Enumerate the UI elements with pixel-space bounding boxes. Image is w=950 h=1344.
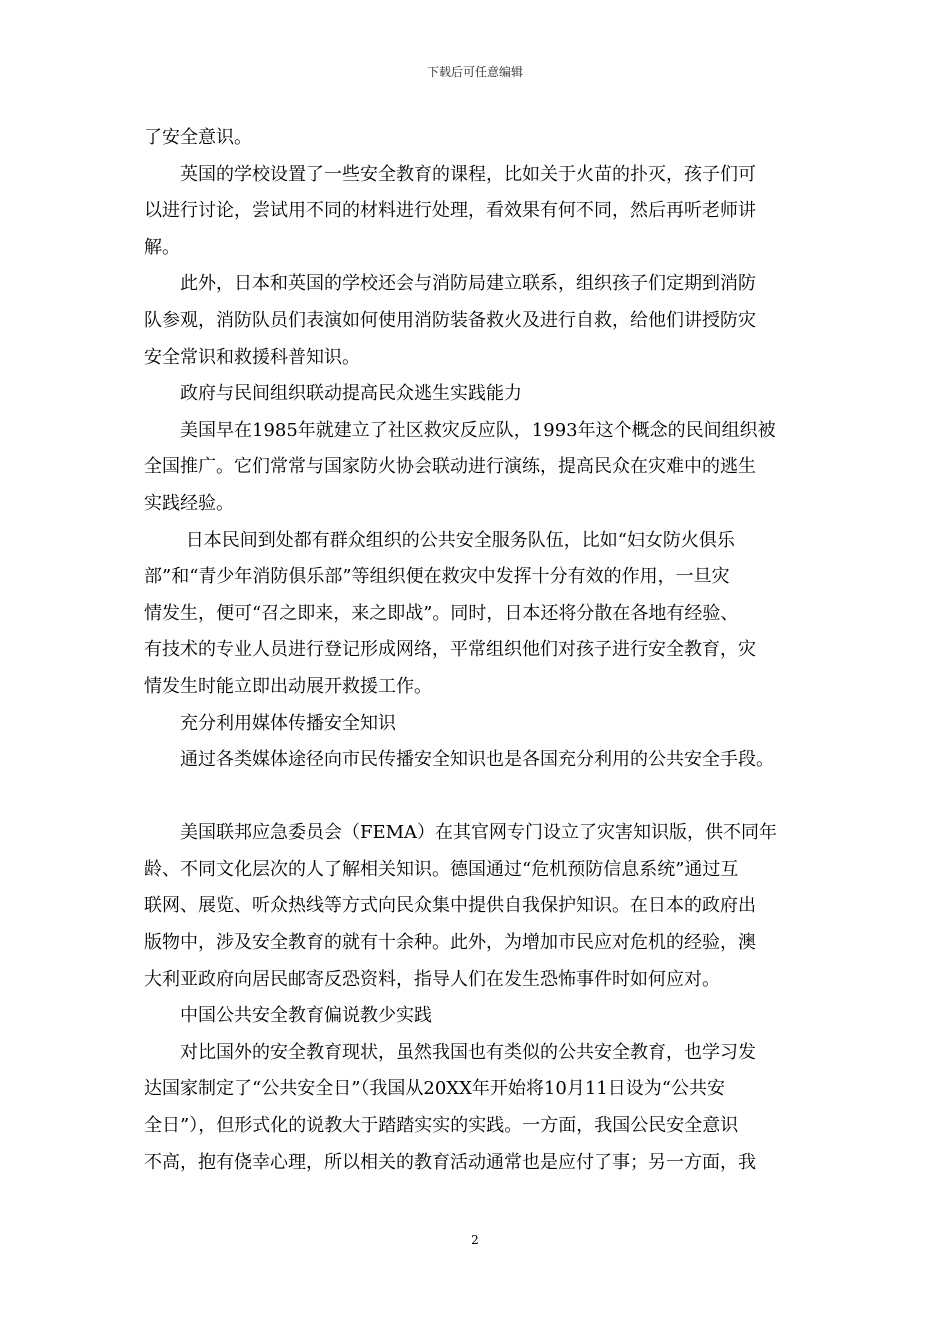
text-line: 了安全意识。	[144, 127, 252, 148]
text-line: 以进行讨论，尝试用不同的材料进行处理，看效果有何不同，然后再听老师讲	[144, 200, 756, 222]
text-line: 联网、展览、听众热线等方式向民众集中提供自我保护知识。在日本的政府出	[144, 895, 756, 917]
page-header: 下载后可任意编辑	[426, 65, 523, 79]
text-line: 充分利用媒体传播安全知识	[144, 712, 396, 734]
text-line: 中国公共安全教育偏说教少实践	[144, 1005, 432, 1027]
text-line: 情发生时能立即出动展开救援工作。	[144, 675, 432, 697]
text-line: 解。	[144, 236, 180, 258]
text-line: 龄、不同文化层次的人了解相关知识。德国通过“危机预防信息系统”通过互	[144, 858, 739, 880]
text-line: 大利亚政府向居民邮寄反恐资料，指导人们在发生恐怖事件时如何应对。	[144, 968, 720, 990]
document-body	[144, 120, 809, 1181]
blank-line	[144, 779, 809, 816]
text-line: 通过各类媒体途径向市民传播安全知识也是各国充分利用的公共安全手段。	[144, 749, 774, 771]
text-line: 英国的学校设置了一些安全教育的课程，比如关于火苗的扑灭，孩子们可	[144, 163, 756, 185]
text-line: 版物中，涉及安全教育的就有十余种。此外，为增加市民应对危机的经验，澳	[144, 932, 756, 954]
text-line: 对比国外的安全教育现状，虽然我国也有类似的公共安全教育，也学习发	[144, 1041, 756, 1063]
text-line: 政府与民间组织联动提高民众逃生实践能力	[144, 383, 522, 405]
text-line: 全国推广。它们常常与国家防火协会联动进行演练，提高民众在灾难中的逃生	[144, 456, 756, 478]
text-line: 部”和“青少年消防俱乐部”等组织便在救灾中发挥十分有效的作用，一旦灾	[144, 566, 730, 588]
text-line: 队参观，消防队员们表演如何使用消防装备救火及进行自救，给他们讲授防灾	[144, 309, 756, 331]
text-line: 美国早在1985年就建立了社区救灾反应队，1993年这个概念的民间组织被	[144, 419, 776, 441]
text-line: 全日”），但形式化的说教大于踏踏实实的实践。一方面，我国公民安全意识	[144, 1115, 739, 1137]
page-number: 2	[471, 1233, 479, 1247]
text-line: 情发生，便可“召之即来，来之即战”。同时，日本还将分散在各地有经验、	[144, 602, 739, 624]
text-line: 不高，抱有侥幸心理，所以相关的教育活动通常也是应付了事；另一方面，我	[144, 1151, 756, 1173]
text-line: 有技术的专业人员进行登记形成网络，平常组织他们对孩子进行安全教育，灾	[144, 639, 756, 661]
text-line: 此外，日本和英国的学校还会与消防局建立联系，组织孩子们定期到消防	[144, 273, 756, 295]
text-line: 实践经验。	[144, 492, 234, 514]
text-line: 达国家制定了“公共安全日”（我国从20XX年开始将10月11日设为“公共安	[144, 1078, 725, 1100]
text-line: 美国联邦应急委员会（FEMA）在其官网专门设立了灾害知识版，供不同年	[144, 822, 778, 844]
text-line: 安全常识和救援科普知识。	[144, 346, 360, 368]
text-line: 日本民间到处都有群众组织的公共安全服务队伍，比如“妇女防火俱乐	[144, 529, 735, 551]
